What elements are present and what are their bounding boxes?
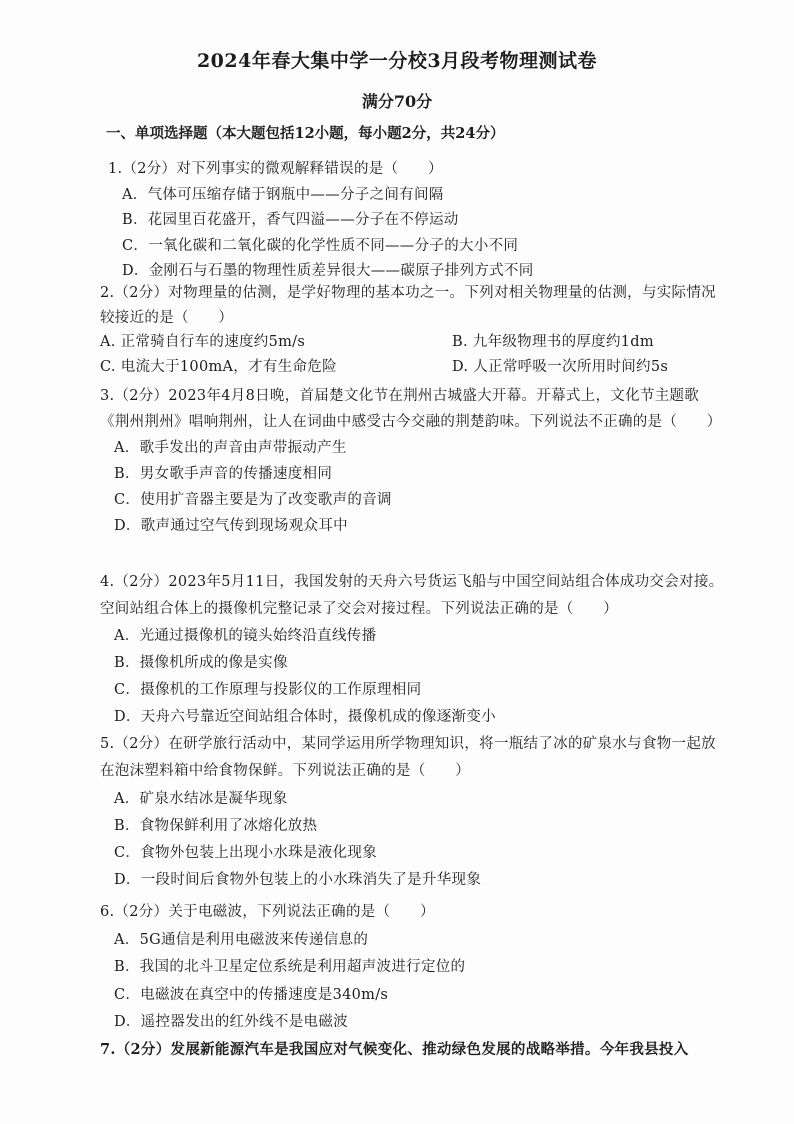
option-d: D．天舟六号靠近空间站组合体时，摄像机成的像逐渐变小 <box>114 709 496 725</box>
option-d: D．金刚石与石墨的物理性质差异很大——碳原子排列方式不同 <box>122 263 534 279</box>
option-b: B．我国的北斗卫星定位系统是利用超声波进行定位的 <box>114 959 466 976</box>
option-a: A．歌手发出的声音由声带振动产生 <box>114 440 347 456</box>
option-a: A．气体可压缩存储于钢瓶中——分子之间有间隔 <box>122 186 444 203</box>
full-score-label: 满分70分 <box>361 92 433 111</box>
question-4 <box>100 569 724 731</box>
section-heading: 一、单项选择题（本大题包括12小题，每小题2分，共24分） <box>106 125 505 142</box>
option-b: B．男女歌手声音的传播速度相同 <box>114 466 333 482</box>
question-stem: 1.（2分）对下列事实的微观解释错误的是（ ） <box>108 161 443 177</box>
option-c: C．电磁波在真空中的传播速度是340m/s <box>114 986 389 1003</box>
question-2 <box>100 281 724 379</box>
option-c: C. 电流大于100mA，才有生命危险 <box>100 358 337 375</box>
option-b: B. 九年级物理书的厚度约1dm <box>452 334 654 350</box>
question-3 <box>100 383 724 539</box>
option-d: D．遥控器发出的红外线不是电磁波 <box>114 1014 348 1031</box>
option-b: B．花园里百花盛开，香气四溢——分子在不停运动 <box>122 212 459 228</box>
option-d: D．一段时间后食物外包装上的小水珠消失了是升华现象 <box>114 872 482 889</box>
option-a: A. 正常骑自行车的速度约5m/s <box>100 334 306 350</box>
option-c: C．摄像机的工作原理与投影仪的工作原理相同 <box>114 682 422 698</box>
question-5 <box>100 731 724 895</box>
question-stem: 5.（2分）在研学旅行活动中，某同学运用所学物理知识，将一瓶结了冰的矿泉水与食物一起放在泡沫塑料箱中给食物保鲜。下列说法正确的是（ ） <box>100 736 716 780</box>
question-6 <box>100 899 724 1037</box>
option-b: B．食物保鲜利用了冰熔化放热 <box>114 817 318 834</box>
option-b: B．摄像机所成的像是实像 <box>114 655 288 671</box>
option-a: A．矿泉水结冰是凝华现象 <box>114 790 288 807</box>
option-c: C．食物外包装上出现小水珠是液化现象 <box>114 845 377 862</box>
option-d: D. 人正常呼吸一次所用时间约5s <box>452 358 669 375</box>
question-stem: 4.（2分）2023年5月11日，我国发射的天舟六号货运飞船与中国空间站组合体成功交会对接。空间站组合体上的摄像机完整记录了交会对接过程。下列说法正确的是（ ） <box>100 574 724 617</box>
question-stem: 6.（2分）关于电磁波，下列说法正确的是（ ） <box>100 904 435 920</box>
question-1 <box>108 157 732 285</box>
option-a: A．光通过摄像机的镜头始终沿直线传播 <box>114 628 377 644</box>
option-d: D．歌声通过空气传到现场观众耳中 <box>114 518 348 534</box>
option-c: C．使用扩音器主要是为了改变歌声的音调 <box>114 492 392 508</box>
options-grid <box>100 330 724 379</box>
option-c: C．一氧化碳和二氧化碳的化学性质不同——分子的大小不同 <box>122 237 519 254</box>
question-7 <box>100 1037 724 1063</box>
page-title: 2024年春大集中学一分校3月段考物理测试卷 <box>196 50 598 72</box>
question-stem: 7.（2分）发展新能源汽车是我国应对气候变化、推动绿色发展的战略举措。今年我县投入 <box>100 1041 689 1058</box>
question-stem: 3.（2分）2023年4月8日晚，首届楚文化节在荆州古城盛大开幕。开幕式上，文化节主题歌《荆州荆州》唱响荆州，让人在词曲中感受古今交融的荆楚韵味。下列说法不正确的是（ ） <box>100 388 722 430</box>
question-stem: 2.（2分）对物理量的估测，是学好物理的基本功之一。下列对相关物理量的估测，与实际情况较接近的是（ ） <box>100 285 716 326</box>
option-a: A．5G通信是利用电磁波来传递信息的 <box>114 931 369 948</box>
